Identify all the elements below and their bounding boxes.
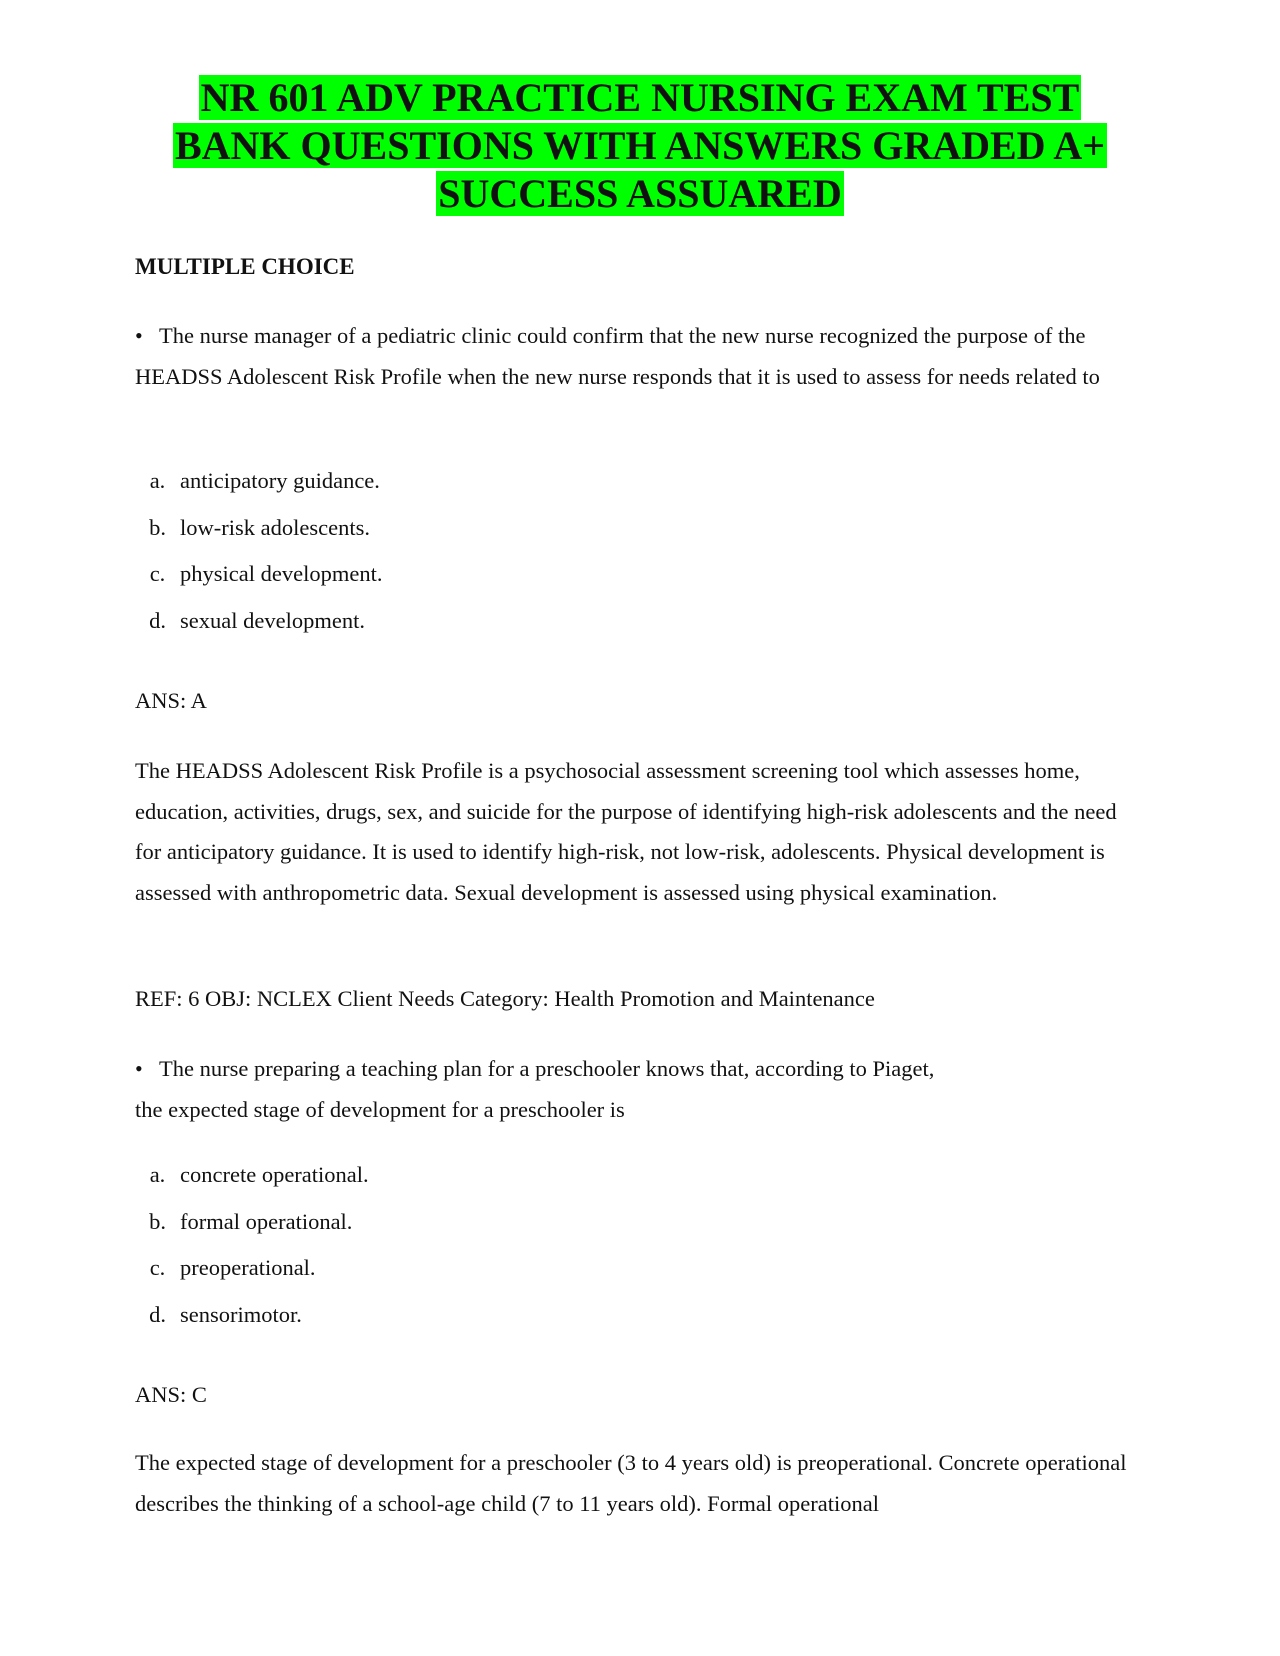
option-item: [135, 606, 382, 653]
option-text: sexual development.: [180, 607, 365, 633]
question-2-text: [135, 1049, 1145, 1130]
question-1-answer: ANS: A: [135, 688, 207, 713]
bullet-icon: •: [135, 323, 143, 348]
question-1-reference: REF: 6 OBJ: NCLEX Client Needs Category: Health Promotion and Maintenance: [135, 986, 875, 1011]
option-text: formal operational.: [180, 1208, 353, 1234]
option-text: concrete operational.: [180, 1162, 369, 1187]
option-letter: d.: [149, 607, 166, 633]
question-1-stem: The nurse manager of a pediatric clinic could confirm that the new nurse recognized the purpose of the HEADSS Adolescent Risk Profile when the new nurse responds that it is used to assess for needs related to: [135, 323, 1100, 389]
document-title: [135, 74, 1145, 218]
option-letter: b.: [149, 514, 166, 540]
option-letter: a.: [149, 1162, 166, 1187]
option-text: anticipatory guidance.: [180, 468, 380, 493]
option-letter: b.: [149, 1208, 166, 1234]
option-letter: a.: [149, 468, 166, 493]
option-item: [135, 1160, 369, 1207]
question-1-rationale: The HEADSS Adolescent Risk Profile is a psychosocial assessment screening tool which assesses home, education, activities, drugs, sex, and suicide for the purpose of identifying high-risk adolescents and the need for anticipatory guidance. It is used to identify high-risk, not low-risk, adolescents. Physical development is assessed with anthropometric data. Sexual development is assessed using physical examination.: [135, 758, 1117, 905]
option-item: [135, 559, 382, 606]
option-text: sensorimotor.: [180, 1301, 302, 1327]
question-2-answer: ANS: C: [135, 1382, 207, 1407]
option-item: [135, 1300, 369, 1347]
question-2-stem-line-1: The nurse preparing a teaching plan for a preschooler knows that, according to Piaget,: [159, 1056, 935, 1081]
question-1-options: [135, 466, 382, 652]
option-text: preoperational.: [180, 1255, 316, 1280]
option-letter: d.: [149, 1301, 166, 1327]
option-letter: c.: [149, 561, 166, 586]
option-letter: c.: [149, 1255, 166, 1280]
option-item: [135, 1207, 369, 1254]
option-item: [135, 1253, 369, 1300]
title-line-1: NR 601 ADV PRACTICE NURSING EXAM TEST: [200, 75, 1080, 120]
option-text: physical development.: [180, 561, 383, 586]
title-line-3: SUCCESS ASSUARED: [438, 171, 842, 216]
bullet-icon: •: [135, 1056, 143, 1081]
option-item: [135, 466, 382, 513]
option-item: [135, 513, 382, 560]
question-2-stem-line-2: the expected stage of development for a preschooler is: [135, 1096, 625, 1122]
title-line-2: BANK QUESTIONS WITH ANSWERS GRADED A+: [174, 123, 1106, 168]
question-2-options: [135, 1160, 369, 1346]
section-heading: MULTIPLE CHOICE: [135, 254, 355, 279]
question-1-text: [135, 316, 1145, 397]
question-2-rationale: The expected stage of development for a preschooler (3 to 4 years old) is preoperational. Concrete operational describes the thinking of a school-age child (7 to 11 years old). Formal operational: [135, 1450, 1127, 1516]
option-text: low-risk adolescents.: [180, 514, 370, 540]
